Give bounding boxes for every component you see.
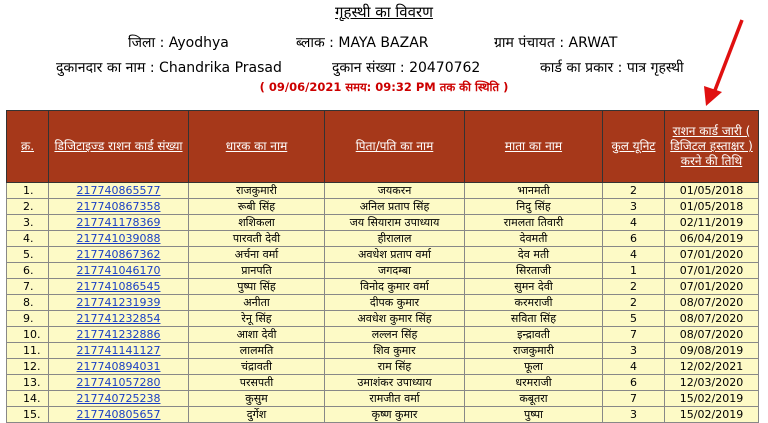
row-mother-name: इन्द्रावती (465, 327, 603, 343)
card-number-link[interactable]: 217741141127 (76, 344, 161, 357)
row-sno: 11. (7, 343, 49, 359)
row-father-name: उमाशंकर उपाध्याय (325, 375, 465, 391)
table-row (7, 375, 759, 391)
table-row (7, 279, 759, 295)
row-holder-name: प्रानपति (189, 263, 325, 279)
card-number-link[interactable]: 217740867358 (76, 200, 161, 213)
row-units: 6 (603, 375, 665, 391)
row-father-name: अवधेश कुमार सिंह (325, 311, 465, 327)
block-field (296, 33, 429, 52)
column-header-holder-name[interactable]: धारक का नाम (189, 111, 325, 183)
row-sno: 2. (7, 199, 49, 215)
row-mother-name: पुष्पा (465, 407, 603, 423)
row-mother-name: धरमराजी (465, 375, 603, 391)
row-issue-date: 08/07/2020 (665, 327, 759, 343)
status-timestamp: ( 09/06/2021 समय: 09:32 PM तक की स्थिति ) (259, 80, 509, 94)
row-issue-date: 08/07/2020 (665, 311, 759, 327)
row-father-name: अनिल प्रताप सिंह (325, 199, 465, 215)
row-father-name: हीरालाल (325, 231, 465, 247)
row-father-name: शिव कुमार (325, 343, 465, 359)
card-type-field (540, 58, 684, 77)
row-issue-date: 08/07/2020 (665, 295, 759, 311)
row-card-number (49, 375, 189, 391)
row-issue-date: 12/02/2021 (665, 359, 759, 375)
row-units: 4 (603, 247, 665, 263)
row-card-number (49, 407, 189, 423)
row-mother-name: सविता सिंह (465, 311, 603, 327)
row-units: 4 (603, 359, 665, 375)
row-units: 2 (603, 295, 665, 311)
dealer-label: दुकानदार का नाम : (56, 60, 155, 76)
card-number-link[interactable]: 217741046170 (76, 264, 161, 277)
row-issue-date: 15/02/2019 (665, 391, 759, 407)
row-card-number (49, 311, 189, 327)
row-card-number (49, 279, 189, 295)
row-card-number (49, 343, 189, 359)
row-mother-name: सुमन देवी (465, 279, 603, 295)
column-header-mother-name[interactable]: माता का नाम (465, 111, 603, 183)
table-row (7, 391, 759, 407)
row-father-name: दीपक कुमार (325, 295, 465, 311)
row-sno: 4. (7, 231, 49, 247)
row-sno: 15. (7, 407, 49, 423)
card-number-link[interactable]: 217740805657 (76, 408, 161, 421)
column-header-sno[interactable]: क्र. (7, 111, 49, 183)
row-holder-name: पुष्पा सिंह (189, 279, 325, 295)
row-sno: 8. (7, 295, 49, 311)
card-type-label: कार्ड का प्रकार : (540, 60, 623, 76)
row-holder-name: रेनू सिंह (189, 311, 325, 327)
row-card-number (49, 359, 189, 375)
table-header-row (7, 111, 759, 183)
gp-label: ग्राम पंचायत : (494, 35, 565, 51)
row-issue-date: 07/01/2020 (665, 247, 759, 263)
table-row (7, 183, 759, 199)
card-number-link[interactable]: 217741039088 (76, 232, 161, 245)
gp-value: ARWAT (568, 35, 618, 51)
row-father-name: अवधेश प्रताप वर्मा (325, 247, 465, 263)
district-label: जिला : (128, 35, 165, 51)
table-row (7, 343, 759, 359)
column-header-card-number[interactable]: डिजिटाइज्ड राशन कार्ड संख्या (49, 111, 189, 183)
dealer-value: Chandrika Prasad (159, 60, 282, 76)
card-number-link[interactable]: 217741057280 (76, 376, 161, 389)
dealer-field (56, 58, 282, 77)
row-holder-name: रूबी सिंह (189, 199, 325, 215)
row-holder-name: शशिकला (189, 215, 325, 231)
row-holder-name: अर्चना वर्मा (189, 247, 325, 263)
row-units: 3 (603, 199, 665, 215)
row-card-number (49, 215, 189, 231)
column-header-units[interactable]: कुल यूनिट (603, 111, 665, 183)
row-father-name: राम सिंह (325, 359, 465, 375)
shop-label: दुकान संख्या : (332, 60, 405, 76)
table-row (7, 215, 759, 231)
row-issue-date: 09/08/2019 (665, 343, 759, 359)
row-units: 6 (603, 231, 665, 247)
table-body (7, 183, 759, 423)
row-card-number (49, 247, 189, 263)
row-issue-date: 15/02/2019 (665, 407, 759, 423)
table-row (7, 247, 759, 263)
shop-field (332, 58, 480, 77)
row-issue-date: 01/05/2018 (665, 183, 759, 199)
district-field (128, 33, 229, 52)
row-units: 1 (603, 263, 665, 279)
row-father-name: जयकरन (325, 183, 465, 199)
row-sno: 10. (7, 327, 49, 343)
row-sno: 13. (7, 375, 49, 391)
table-row (7, 359, 759, 375)
table-row (7, 327, 759, 343)
row-mother-name: राजकुमारी (465, 343, 603, 359)
column-header-issue-date[interactable]: राशन कार्ड जारी ( डिजिटल हस्ताक्षर ) करने की तिथि (665, 111, 759, 183)
row-father-name: रामजीत वर्मा (325, 391, 465, 407)
card-number-link[interactable]: 217741232886 (76, 328, 161, 341)
block-label: ब्लाक : (296, 35, 334, 51)
row-mother-name: करमराजी (465, 295, 603, 311)
table-row (7, 407, 759, 423)
row-sno: 6. (7, 263, 49, 279)
row-sno: 14. (7, 391, 49, 407)
card-number-link[interactable]: 217740894031 (76, 360, 161, 373)
page-title: गृहस्थी का विवरण (335, 3, 433, 21)
row-sno: 3. (7, 215, 49, 231)
row-card-number (49, 183, 189, 199)
row-father-name: जय सियाराम उपाध्याय (325, 215, 465, 231)
row-sno: 9. (7, 311, 49, 327)
row-father-name: लल्लन सिंह (325, 327, 465, 343)
card-number-link[interactable]: 217741086545 (76, 280, 161, 293)
row-holder-name: पारवती देवी (189, 231, 325, 247)
row-issue-date: 12/03/2020 (665, 375, 759, 391)
table-row (7, 231, 759, 247)
row-units: 2 (603, 279, 665, 295)
row-holder-name: लालमति (189, 343, 325, 359)
block-value: MAYA BAZAR (338, 35, 429, 51)
row-mother-name: कबूतरा (465, 391, 603, 407)
row-mother-name: भानमती (465, 183, 603, 199)
row-units: 4 (603, 215, 665, 231)
row-holder-name: आशा देवी (189, 327, 325, 343)
row-father-name: जगदम्बा (325, 263, 465, 279)
row-card-number (49, 327, 189, 343)
row-card-number (49, 231, 189, 247)
row-sno: 1. (7, 183, 49, 199)
row-card-number (49, 199, 189, 215)
row-sno: 5. (7, 247, 49, 263)
table-row (7, 295, 759, 311)
shop-value: 20470762 (409, 60, 481, 76)
row-holder-name: कुसुम (189, 391, 325, 407)
district-value: Ayodhya (168, 35, 229, 51)
row-holder-name: चंद्रावती (189, 359, 325, 375)
row-issue-date: 07/01/2020 (665, 279, 759, 295)
card-number-link[interactable]: 217740725238 (76, 392, 161, 405)
table-row (7, 263, 759, 279)
card-number-link[interactable]: 217741232854 (76, 312, 161, 325)
row-mother-name: फूला (465, 359, 603, 375)
row-card-number (49, 263, 189, 279)
row-sno: 7. (7, 279, 49, 295)
row-units: 3 (603, 407, 665, 423)
column-header-father-name[interactable]: पिता/पति का नाम (325, 111, 465, 183)
card-number-link[interactable]: 217741231939 (76, 296, 161, 309)
row-card-number (49, 295, 189, 311)
ration-card-table (6, 110, 759, 423)
gp-field (494, 33, 617, 52)
row-units: 5 (603, 311, 665, 327)
row-issue-date: 07/01/2020 (665, 263, 759, 279)
row-issue-date: 06/04/2019 (665, 231, 759, 247)
row-holder-name: दुर्गेश (189, 407, 325, 423)
table-row (7, 311, 759, 327)
row-mother-name: सिरताजी (465, 263, 603, 279)
row-units: 7 (603, 327, 665, 343)
row-sno: 12. (7, 359, 49, 375)
row-units: 2 (603, 183, 665, 199)
row-holder-name: परसपती (189, 375, 325, 391)
row-issue-date: 01/05/2018 (665, 199, 759, 215)
card-number-link[interactable]: 217741178369 (76, 216, 161, 229)
row-mother-name: देवमती (465, 231, 603, 247)
row-units: 7 (603, 391, 665, 407)
row-father-name: कृष्ण कुमार (325, 407, 465, 423)
row-mother-name: निदु सिंह (465, 199, 603, 215)
row-holder-name: राजकुमारी (189, 183, 325, 199)
table-row (7, 199, 759, 215)
row-units: 3 (603, 343, 665, 359)
row-card-number (49, 391, 189, 407)
row-holder-name: अनीता (189, 295, 325, 311)
card-type-value: पात्र गृहस्थी (626, 60, 684, 76)
card-number-link[interactable]: 217740865577 (76, 184, 161, 197)
row-issue-date: 02/11/2019 (665, 215, 759, 231)
row-father-name: विनोद कुमार वर्मा (325, 279, 465, 295)
row-mother-name: रामलता तिवारी (465, 215, 603, 231)
row-mother-name: देव मती (465, 247, 603, 263)
card-number-link[interactable]: 217740867362 (76, 248, 161, 261)
